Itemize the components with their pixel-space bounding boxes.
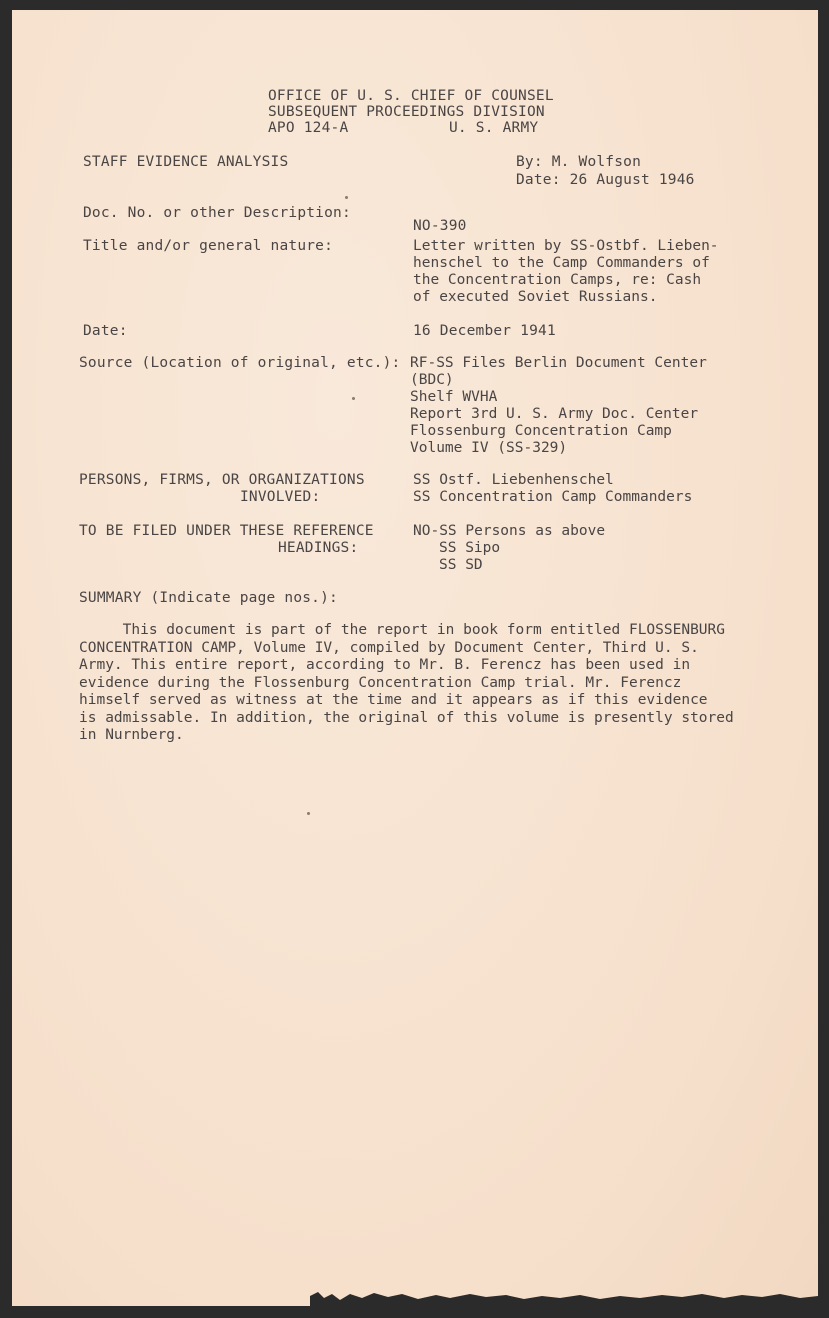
filed-value — [413, 523, 605, 574]
paper-speck — [352, 397, 355, 400]
persons-value-line: SS Ostf. Liebenhenschel — [413, 472, 614, 488]
filed-label-2: HEADINGS: — [278, 540, 359, 556]
summary-line: evidence during the Flossenburg Concentration Camp trial. Mr. Ferencz — [79, 674, 682, 691]
summary-line: This document is part of the report in book form entitled FLOSSENBURG — [79, 622, 726, 638]
filed-value-line: NO-SS Persons as above — [413, 523, 606, 539]
title-value — [413, 238, 719, 306]
source-value-line: Flossenburg Concentration Camp — [410, 423, 672, 439]
persons-value — [413, 472, 692, 506]
summary-line: in Nurnberg. — [79, 727, 184, 743]
filed-label-1: TO BE FILED UNDER THESE REFERENCE — [79, 523, 374, 539]
source-value-line: Shelf WVHA — [410, 389, 498, 405]
persons-label-1: PERSONS, FIRMS, OR ORGANIZATIONS — [79, 472, 365, 488]
header-line-1: OFFICE OF U. S. CHIEF OF COUNSEL — [268, 88, 554, 104]
summary-text — [79, 622, 734, 745]
paper-speck — [307, 812, 310, 815]
source-value-line: (BDC) — [410, 372, 454, 388]
date-value: 16 December 1941 — [413, 323, 556, 339]
paper-speck — [345, 196, 348, 199]
summary-label: SUMMARY (Indicate page nos.): — [79, 590, 338, 606]
title-value-line: Letter written by SS-Ostbf. Lieben- — [413, 238, 719, 254]
summary-line: is admissable. In addition, the original of this volume is presently stored — [79, 709, 734, 726]
analysis-title: STAFF EVIDENCE ANALYSIS — [83, 154, 289, 170]
analyst-name: By: M. Wolfson — [516, 154, 642, 170]
header-apo: APO 124-A — [268, 120, 349, 136]
source-label: Source (Location of original, etc.): — [79, 355, 401, 371]
persons-label-2: INVOLVED: — [240, 489, 321, 505]
source-value-line: RF-SS Files Berlin Document Center — [410, 355, 707, 371]
filed-value-line: SS SD — [439, 557, 483, 573]
analysis-date: Date: 26 August 1946 — [516, 172, 695, 188]
header-army: U. S. ARMY — [449, 120, 539, 136]
summary-line: Army. This entire report, according to Mr. B. Ferencz has been used in — [79, 657, 691, 673]
header-line-2: SUBSEQUENT PROCEEDINGS DIVISION — [268, 104, 545, 120]
title-value-line: the Concentration Camps, re: Cash — [413, 272, 702, 288]
torn-bottom-edge — [310, 1282, 818, 1318]
summary-line: CONCENTRATION CAMP, Volume IV, compiled by Document Center, Third U. S. — [79, 639, 699, 656]
title-label: Title and/or general nature: — [83, 238, 334, 254]
title-value-line: of executed Soviet Russians. — [413, 289, 658, 305]
title-value-line: henschel to the Camp Commanders of — [413, 255, 710, 271]
doc-number: NO-390 — [413, 218, 467, 234]
source-value-line: Volume IV (SS-329) — [410, 440, 568, 456]
summary-line: himself served as witness at the time and it appears as if this evidence — [79, 692, 708, 708]
source-value-line: Report 3rd U. S. Army Doc. Center — [410, 406, 699, 422]
filed-value-line: SS Sipo — [439, 540, 501, 556]
date-label: Date: — [83, 323, 128, 339]
source-value — [410, 355, 707, 457]
doc-label: Doc. No. or other Description: — [83, 205, 351, 221]
persons-value-line: SS Concentration Camp Commanders — [413, 489, 693, 505]
